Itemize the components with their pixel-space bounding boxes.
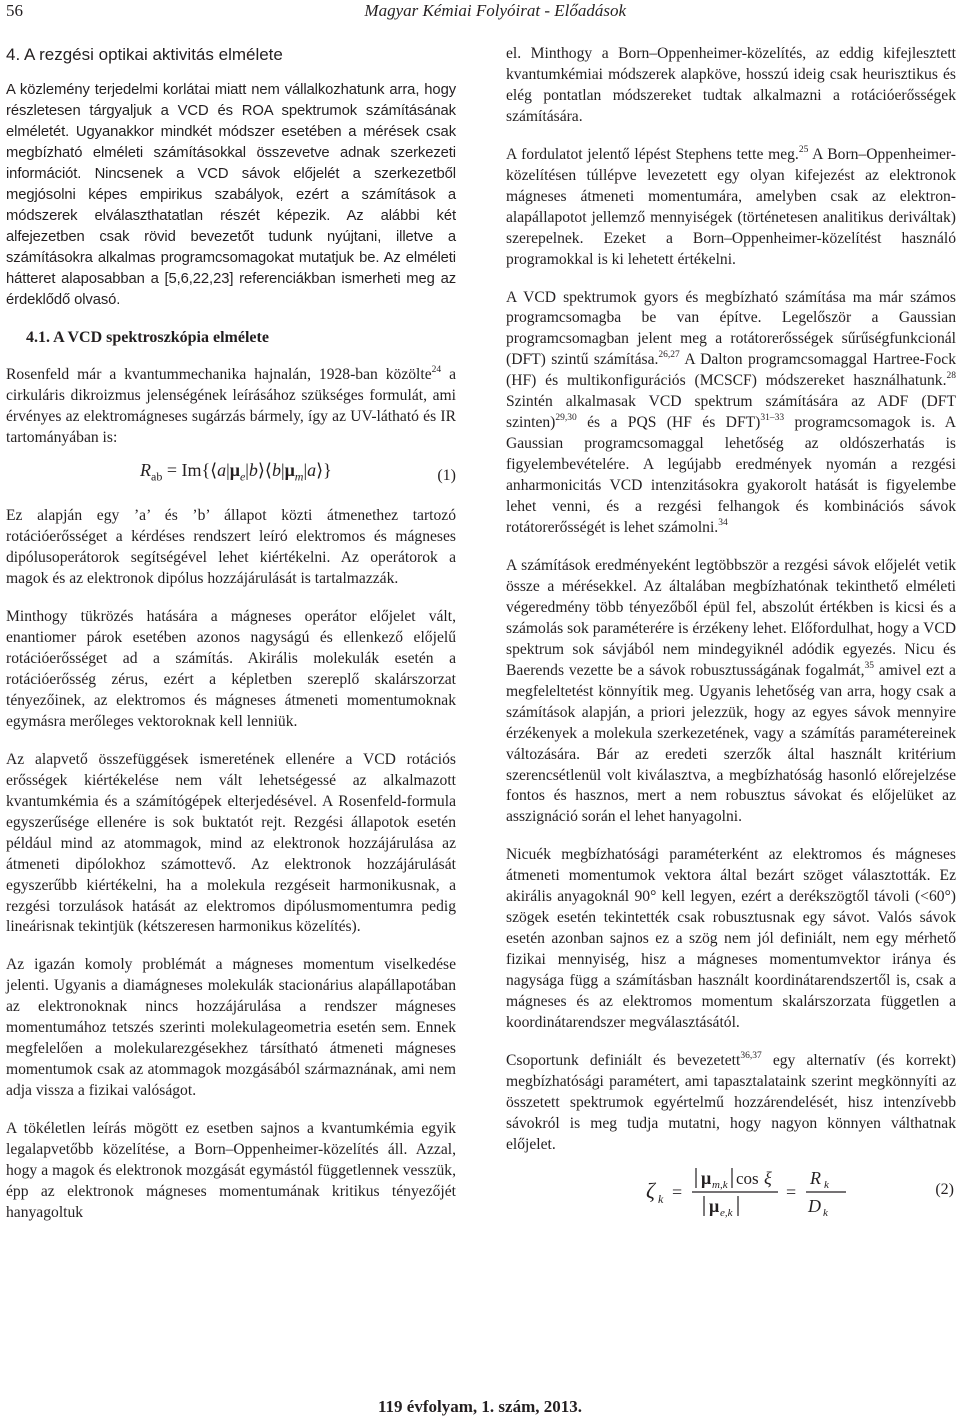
equation-zeta (506, 1162, 956, 1218)
svg-text:k: k (824, 1178, 829, 1191)
right-column (506, 44, 956, 1218)
svg-text:cos: cos (736, 1168, 759, 1188)
svg-text:k: k (658, 1191, 664, 1206)
reference: 25 (798, 144, 809, 155)
reference: 34 (718, 517, 728, 528)
volume-info: 119 évfolyam, 1. szám, 2013. (378, 1397, 582, 1416)
page-number: 56 (6, 1, 23, 20)
paragraph: A tökéletlen leírás mögött ez esetben sajnos a kvantumkémia egyik legalapvetőbb közelítése, a Born–Oppenheimer-közelítés áll. Azzal, hogy a magok és elektronok mozgását egymástól függetlennek vesszük, épp az elektronok mágneses momentumának kritikus tényezőjét hanyagoltuk (6, 1120, 456, 1221)
footer (0, 1397, 960, 1417)
equation-zeta-body (646, 1162, 866, 1220)
paragraph: Nicuék megbízhatósági paraméterként az elektromos és mágneses átmeneti momentumok vektora által bezárt szöget választották. Ez akirális anyagoknál 90° kell legyen, ezért a derékszögtől távoli (<60°) szögek esetén tekintették csak robusztusnak egy sávot. Valós sávok esetén azonban sajnos ez a szög nem jól definiált, nem egy mérhető fizikai mennyiség, hisz a mágneses momentumvektor iránya és nagysága függ a számításban használt koordinátarendszertől is, csak a mágneses és az elektromos momentum skalárszorzata független a koordinátarendszer megválasztásától. (506, 846, 956, 1031)
reference: 35 (864, 660, 874, 671)
reference: 28 (946, 371, 956, 382)
running-header (0, 0, 960, 26)
paragraph: Rosenfeld már a kvantummechanika hajnalán, 1928-ban közölte$^{24}$ a cirkuláris dikroizmus jelenségének leírásához szükséges formulát, ami érvényes az elektromágneses sugárzás bármely, így az UV-látható és IR tartományában is: (6, 365, 456, 447)
reference: 24 (431, 365, 442, 376)
svg-text:ζ: ζ (646, 1177, 655, 1203)
paragraph: el. Minthogy a Born–Oppenheimer-közelítés, az eddig kifejlesztett kvantumkémiai módszerek alapköve, hosszú ideig csak heurisztikus és elég pontatlan módszereket tudtak alkalmazni a rotációerősségek számítására. (506, 45, 956, 125)
section-intro: A közlemény terjedelmi korlátai miatt nem vállalkozhatunk arra, hogy részletesen tárgyaljuk a VCD és ROA spektrumok számításának elméletét. Ugyanakkor mindkét módszer esetében a mérések csak megbízható elméleti számításokkal összevetve adnak szerkezeti információt. Nincsenek a VCD sávok előjelét a szerkezetből megjósolni képes empirikus szabályok, ezért a számítások a módszerek elválaszthatatlan részét képezik. Az alábbi két alfejezetben csak rövid bevezetőt tudunk nyújtani, illetve a számításokra alkalmas programcsomagokat mutatjuk be. Az elméleti hátteret alaposabban a [5,6,22,23] referenciákban ismerheti meg az érdeklődő olvasó. (6, 82, 456, 308)
paragraph: Az alapvető összefüggések ismeretének ellenére a VCD rotációs erősségek kiértékelése nem vált lehetségessé az alkalmazott kvantumkémia és a számítógépek elterjedésével. A Rosenfeld-formula egyszerűsége ellenére is sok buktatót rejt. Rezgési állapotok esetén például mind az atommagok, mind az elektronok hozzájárulása az átmeneti dipólokhoz számottevő. Az elektronok hozzájárulását egyszerűbb kiértékelni, ha a molekula rezgéseit harmonikusnak, a rezgési torzulások hatását az elektromos dipólusmomentumra pedig lineárisnak tekintjük (kétszeresen harmonikus közelítés). (6, 750, 456, 936)
paragraph: Az igazán komoly problémát a mágneses momentum viselkedése jelenti. Ugyanis a diamágneses molekulák stacionárius alapállapotában az elektronoknak nincs hozzájárulása a rendszer mágneses momentumához tetszés szerinti molekulageometria esetén sem. Ennek megfelelően a molekularezgésekhez társítható átmeneti mágneses momentumok csak az atommagok mozgásából származnának, ami nem adja vissza a fizikai valóságot. (6, 956, 456, 1100)
equation-number: (2) (935, 1180, 954, 1198)
svg-text:μ: μ (709, 1195, 720, 1216)
paragraph: A számítások eredményeként legtöbbször a rezgési sávok előjelét vetik össze a mérésekkel. Az általában megbízhatónak tekinthető elméleti végeredmény több tényezőből épül fel, abszolút értékben is kicsi és a számolás sok paraméterére is érzékeny lehet. Előfordulhat, hogy a VCD spektrum sok sávjából nem mindegyiknél adódik egyezés. Nicu és Baerends vezette be a sávok robusztusságának fogalmát,$^{35}$ amivel ezt a megfeleltetést könnyítik meg. Ugyanis lehetőség van arra, hogy csak a számítások alapján, a priori jelezzük, hogy az egyes sávok mennyire érzékenyek a molekula szerkezetének, vagy a számítás paramétereinek változására. Bár az eredeti szerzők által használt kritérium szerencsétlenül volt kiválasztva, a megbízhatóság hasonló előrejelzése fontos és hasznos, mert a nem robusztus sávokat és előjelüket az asszignáció során el lehet hanyagolni. (506, 556, 956, 826)
svg-text:k: k (823, 1206, 828, 1219)
reference: 26,27 (658, 350, 680, 361)
svg-text:e,k: e,k (720, 1206, 733, 1219)
svg-text:m,k: m,k (712, 1178, 728, 1191)
svg-text:μ: μ (701, 1167, 712, 1188)
journal-title: Magyar Kémiai Folyóirat - Előadások (364, 1, 626, 20)
equation-rosenfeld (6, 458, 456, 498)
equation-number: (1) (437, 467, 456, 485)
paragraph: A VCD spektrumok gyors és megbízható számítása ma már számos programcsomagba be van építve. Legelőször a Gaussian programcsomagban jelent meg a rotátorerősségek sűrűségfunkcionál (DFT) szintű számítása.$^{26,27}$ A Dalton programcsomaggal Hartree-Fock (HF) és multikonfigurációs (MCSCF) módszereket használhatunk.$^{28}$ Szintén alkalmasak VCD spektrum számítására az ADF (DFT szinten)$^{29,30}$ és a PQS (HF és DFT)$^{31-33}$ programcsomagok is. A Gaussian programcsomaggal lehetőség az oldószerhatás is figyelembevételére. A legújabb eredmények nyomán a rezgési anharmonicitás VCD intenzitásokra gyakorolt hatását is figyelembe lehet venni, és a rezgési felhangok és kombinációs sávok rotátorerősségét is lehet számolni.$^{34}$ (506, 288, 956, 537)
reference: 31–33 (760, 413, 785, 424)
reference: 36,37 (740, 1050, 762, 1061)
equation-body: $R_{ab}$ = $Im\{⟨a|\mu_e|b⟩⟨b|\mu_m|a⟩\}$ (140, 460, 332, 484)
left-column (6, 44, 456, 1241)
svg-text:=: = (672, 1181, 683, 1202)
svg-text:R: R (810, 1167, 821, 1188)
svg-text:ξ: ξ (764, 1167, 772, 1188)
paragraph: Minthogy tükrözés hatására a mágneses operátor előjelet vált, enantiomer párok esetében azonos nagyságú és ellenkező előjelű rotációerősséget ad a számítás. Akirális molekulák esetén a rotációerősség zérus, ezért a képletben szereplő skalárszorzat tényezőinek, az elektromos és mágneses átmeneti momentumoknak egymásra merőleges vektoroknak kell lenniük. (6, 608, 456, 730)
paragraph: Ez alapján egy ’a’ és ’b’ állapot közti átmenethez tartozó rotációerősséget a kérdéses rendszert leíró elektromos és mágneses dipólusoperátorok segítségével lehet kiértékelni. Az operátorok a magok és az elektronok dipólus hozzájárulását is tartalmazzák. (6, 507, 456, 588)
svg-text:D: D (808, 1195, 821, 1216)
reference: 29,30 (555, 413, 577, 424)
paragraph: A fordulatot jelentő lépést Stephens tette meg.$^{25}$ A Born–Oppenheimer-közelítésen túllépve levezetett egy olyan kifejezést az elektronok mágneses átmeneti momentumára, amelyben csak az elektron-alapállapotot jellemző mennyiségek (történetesen analitikus deriváltak) szerepelnek. Ezeket a Born–Oppenheimer-közelítést használó programokkal is ki lehetett értékelni. (506, 144, 956, 268)
svg-text:=: = (786, 1181, 797, 1202)
section-title: 4. A rezgési optikai aktivitás elmélete (6, 45, 283, 64)
paragraph: Csoportunk definiált és bevezetett$^{36,37}$ egy alternatív (és korrekt) megbízhatósági paramétert, ami tapasztalataink szerint megkönnyíti az összetett spektrumok egyértelmű hozzárendelését, hisz intenzívebb sávokról is meg tudja mutatni, hogy nagyon könnyen válthatnak előjelet. (506, 1050, 956, 1153)
subsection-title: 4.1. A VCD spektroszkópia elmélete (26, 329, 269, 347)
